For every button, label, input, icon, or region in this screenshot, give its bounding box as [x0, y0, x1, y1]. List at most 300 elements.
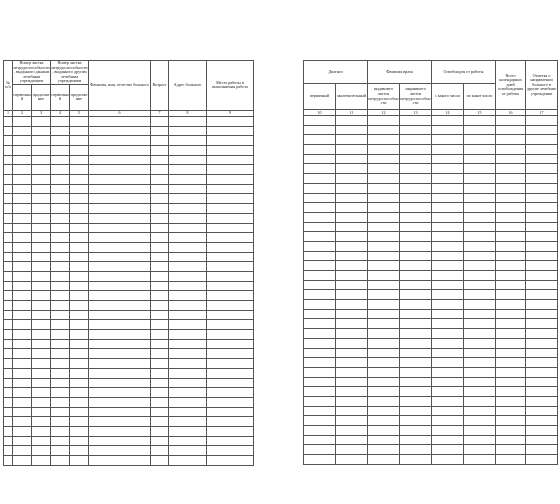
table-cell[interactable] [526, 406, 558, 416]
table-cell[interactable] [151, 262, 169, 272]
table-cell[interactable] [304, 222, 336, 232]
table-cell[interactable] [368, 309, 400, 319]
table-cell[interactable] [526, 193, 558, 203]
table-cell[interactable] [51, 233, 70, 243]
table-cell[interactable] [304, 406, 336, 416]
table-cell[interactable] [4, 213, 13, 223]
table-cell[interactable] [32, 349, 51, 359]
table-cell[interactable] [89, 116, 151, 126]
table-cell[interactable] [169, 233, 207, 243]
table-cell[interactable] [32, 175, 51, 185]
table-cell[interactable] [169, 388, 207, 398]
table-cell[interactable] [336, 358, 368, 368]
table-cell[interactable] [51, 136, 70, 146]
table-cell[interactable] [368, 338, 400, 348]
table-cell[interactable] [32, 339, 51, 349]
table-cell[interactable] [496, 396, 526, 406]
table-cell[interactable] [464, 435, 496, 445]
table-cell[interactable] [89, 165, 151, 175]
table-cell[interactable] [432, 319, 464, 329]
table-cell[interactable] [464, 445, 496, 455]
table-cell[interactable] [304, 212, 336, 222]
table-cell[interactable] [526, 290, 558, 300]
table-cell[interactable] [432, 145, 464, 155]
table-cell[interactable] [336, 125, 368, 135]
table-cell[interactable] [464, 183, 496, 193]
table-cell[interactable] [32, 436, 51, 446]
table-cell[interactable] [13, 301, 32, 311]
table-cell[interactable] [4, 204, 13, 214]
table-cell[interactable] [464, 203, 496, 213]
table-cell[interactable] [400, 164, 432, 174]
table-cell[interactable] [89, 301, 151, 311]
table-cell[interactable] [304, 367, 336, 377]
table-cell[interactable] [368, 241, 400, 251]
table-cell[interactable] [70, 223, 89, 233]
table-cell[interactable] [526, 445, 558, 455]
table-cell[interactable] [4, 136, 13, 146]
table-cell[interactable] [464, 261, 496, 271]
table-cell[interactable] [70, 436, 89, 446]
table-cell[interactable] [304, 280, 336, 290]
table-cell[interactable] [13, 146, 32, 156]
table-cell[interactable] [13, 271, 32, 281]
table-cell[interactable] [13, 330, 32, 340]
table-cell[interactable] [151, 165, 169, 175]
table-cell[interactable] [496, 300, 526, 310]
table-cell[interactable] [432, 445, 464, 455]
table-cell[interactable] [336, 271, 368, 281]
table-cell[interactable] [32, 233, 51, 243]
table-cell[interactable] [13, 378, 32, 388]
table-cell[interactable] [70, 242, 89, 252]
table-cell[interactable] [169, 368, 207, 378]
table-cell[interactable] [207, 417, 254, 427]
table-cell[interactable] [526, 338, 558, 348]
table-cell[interactable] [432, 426, 464, 436]
table-cell[interactable] [151, 436, 169, 446]
table-cell[interactable] [304, 426, 336, 436]
table-cell[interactable] [207, 213, 254, 223]
table-cell[interactable] [13, 213, 32, 223]
table-cell[interactable] [400, 309, 432, 319]
table-cell[interactable] [526, 387, 558, 397]
table-cell[interactable] [526, 455, 558, 465]
table-cell[interactable] [368, 387, 400, 397]
table-cell[interactable] [70, 252, 89, 262]
table-cell[interactable] [207, 368, 254, 378]
table-cell[interactable] [304, 145, 336, 155]
table-cell[interactable] [496, 367, 526, 377]
table-cell[interactable] [151, 330, 169, 340]
table-cell[interactable] [89, 126, 151, 136]
table-cell[interactable] [336, 387, 368, 397]
table-cell[interactable] [51, 349, 70, 359]
table-cell[interactable] [336, 222, 368, 232]
table-cell[interactable] [368, 164, 400, 174]
table-cell[interactable] [13, 446, 32, 456]
table-cell[interactable] [32, 252, 51, 262]
table-cell[interactable] [4, 349, 13, 359]
table-cell[interactable] [70, 116, 89, 126]
table-cell[interactable] [496, 232, 526, 242]
table-cell[interactable] [4, 271, 13, 281]
table-cell[interactable] [464, 174, 496, 184]
table-cell[interactable] [336, 416, 368, 426]
table-cell[interactable] [13, 310, 32, 320]
table-cell[interactable] [304, 435, 336, 445]
table-cell[interactable] [496, 358, 526, 368]
table-cell[interactable] [368, 445, 400, 455]
table-cell[interactable] [4, 165, 13, 175]
table-cell[interactable] [496, 435, 526, 445]
table-cell[interactable] [169, 223, 207, 233]
table-cell[interactable] [169, 252, 207, 262]
table-cell[interactable] [336, 212, 368, 222]
table-cell[interactable] [464, 338, 496, 348]
table-cell[interactable] [169, 175, 207, 185]
table-cell[interactable] [526, 280, 558, 290]
table-cell[interactable] [496, 145, 526, 155]
table-cell[interactable] [464, 164, 496, 174]
table-cell[interactable] [336, 309, 368, 319]
table-cell[interactable] [51, 175, 70, 185]
table-cell[interactable] [51, 213, 70, 223]
table-cell[interactable] [70, 407, 89, 417]
table-cell[interactable] [496, 426, 526, 436]
table-cell[interactable] [368, 135, 400, 145]
table-cell[interactable] [368, 329, 400, 339]
table-cell[interactable] [51, 417, 70, 427]
table-cell[interactable] [13, 281, 32, 291]
table-cell[interactable] [432, 290, 464, 300]
table-cell[interactable] [496, 222, 526, 232]
table-cell[interactable] [13, 204, 32, 214]
table-cell[interactable] [151, 426, 169, 436]
table-cell[interactable] [526, 271, 558, 281]
table-cell[interactable] [368, 367, 400, 377]
table-cell[interactable] [4, 155, 13, 165]
table-cell[interactable] [32, 407, 51, 417]
table-cell[interactable] [304, 193, 336, 203]
table-cell[interactable] [400, 203, 432, 213]
table-cell[interactable] [89, 436, 151, 446]
table-cell[interactable] [464, 145, 496, 155]
table-cell[interactable] [70, 233, 89, 243]
table-cell[interactable] [464, 212, 496, 222]
table-cell[interactable] [169, 456, 207, 466]
table-cell[interactable] [368, 426, 400, 436]
table-cell[interactable] [51, 184, 70, 194]
table-cell[interactable] [304, 309, 336, 319]
table-cell[interactable] [13, 291, 32, 301]
table-cell[interactable] [32, 271, 51, 281]
table-cell[interactable] [432, 309, 464, 319]
table-cell[interactable] [207, 204, 254, 214]
table-cell[interactable] [464, 290, 496, 300]
table-cell[interactable] [169, 436, 207, 446]
table-cell[interactable] [207, 223, 254, 233]
table-cell[interactable] [368, 203, 400, 213]
table-cell[interactable] [70, 456, 89, 466]
table-cell[interactable] [526, 319, 558, 329]
table-cell[interactable] [151, 175, 169, 185]
table-cell[interactable] [526, 358, 558, 368]
table-cell[interactable] [89, 146, 151, 156]
table-cell[interactable] [496, 212, 526, 222]
table-cell[interactable] [400, 445, 432, 455]
table-cell[interactable] [336, 241, 368, 251]
table-cell[interactable] [496, 241, 526, 251]
table-cell[interactable] [70, 126, 89, 136]
table-cell[interactable] [4, 417, 13, 427]
table-cell[interactable] [70, 184, 89, 194]
table-cell[interactable] [304, 396, 336, 406]
table-cell[interactable] [70, 271, 89, 281]
table-cell[interactable] [151, 291, 169, 301]
table-cell[interactable] [4, 310, 13, 320]
table-cell[interactable] [526, 145, 558, 155]
table-cell[interactable] [4, 116, 13, 126]
table-cell[interactable] [368, 261, 400, 271]
table-cell[interactable] [207, 349, 254, 359]
table-cell[interactable] [51, 204, 70, 214]
table-cell[interactable] [70, 136, 89, 146]
table-cell[interactable] [432, 212, 464, 222]
table-cell[interactable] [368, 145, 400, 155]
table-cell[interactable] [464, 232, 496, 242]
table-cell[interactable] [304, 154, 336, 164]
table-cell[interactable] [336, 290, 368, 300]
table-cell[interactable] [526, 154, 558, 164]
table-cell[interactable] [70, 339, 89, 349]
table-cell[interactable] [89, 252, 151, 262]
table-cell[interactable] [32, 388, 51, 398]
table-cell[interactable] [89, 456, 151, 466]
table-cell[interactable] [336, 338, 368, 348]
table-cell[interactable] [151, 359, 169, 369]
table-cell[interactable] [32, 446, 51, 456]
table-cell[interactable] [432, 164, 464, 174]
table-cell[interactable] [89, 339, 151, 349]
table-cell[interactable] [32, 136, 51, 146]
table-cell[interactable] [496, 319, 526, 329]
table-cell[interactable] [51, 426, 70, 436]
table-cell[interactable] [32, 359, 51, 369]
table-cell[interactable] [169, 242, 207, 252]
table-cell[interactable] [70, 368, 89, 378]
table-cell[interactable] [51, 165, 70, 175]
table-cell[interactable] [400, 396, 432, 406]
table-cell[interactable] [151, 184, 169, 194]
table-cell[interactable] [151, 204, 169, 214]
table-cell[interactable] [207, 426, 254, 436]
table-cell[interactable] [32, 184, 51, 194]
table-cell[interactable] [89, 388, 151, 398]
table-cell[interactable] [32, 320, 51, 330]
table-cell[interactable] [151, 155, 169, 165]
table-cell[interactable] [304, 416, 336, 426]
table-cell[interactable] [526, 116, 558, 126]
table-cell[interactable] [151, 146, 169, 156]
table-cell[interactable] [207, 446, 254, 456]
table-cell[interactable] [51, 378, 70, 388]
table-cell[interactable] [13, 456, 32, 466]
table-cell[interactable] [89, 136, 151, 146]
table-cell[interactable] [432, 271, 464, 281]
table-cell[interactable] [400, 135, 432, 145]
table-cell[interactable] [464, 416, 496, 426]
table-cell[interactable] [526, 435, 558, 445]
table-cell[interactable] [432, 154, 464, 164]
table-cell[interactable] [496, 387, 526, 397]
table-cell[interactable] [368, 193, 400, 203]
table-cell[interactable] [32, 426, 51, 436]
table-cell[interactable] [151, 233, 169, 243]
table-cell[interactable] [432, 348, 464, 358]
table-cell[interactable] [169, 194, 207, 204]
table-cell[interactable] [207, 436, 254, 446]
table-cell[interactable] [432, 416, 464, 426]
table-cell[interactable] [169, 213, 207, 223]
table-cell[interactable] [368, 212, 400, 222]
table-cell[interactable] [336, 435, 368, 445]
table-cell[interactable] [526, 261, 558, 271]
table-cell[interactable] [70, 320, 89, 330]
table-cell[interactable] [51, 155, 70, 165]
table-cell[interactable] [400, 125, 432, 135]
table-cell[interactable] [13, 252, 32, 262]
table-cell[interactable] [304, 232, 336, 242]
table-cell[interactable] [70, 155, 89, 165]
table-cell[interactable] [169, 407, 207, 417]
table-cell[interactable] [13, 184, 32, 194]
table-cell[interactable] [464, 280, 496, 290]
table-cell[interactable] [336, 203, 368, 213]
table-cell[interactable] [13, 397, 32, 407]
table-cell[interactable] [13, 426, 32, 436]
table-cell[interactable] [70, 446, 89, 456]
table-cell[interactable] [432, 367, 464, 377]
table-cell[interactable] [151, 194, 169, 204]
table-cell[interactable] [13, 320, 32, 330]
table-cell[interactable] [151, 349, 169, 359]
table-cell[interactable] [496, 193, 526, 203]
table-cell[interactable] [169, 126, 207, 136]
table-cell[interactable] [496, 261, 526, 271]
table-cell[interactable] [496, 445, 526, 455]
table-cell[interactable] [4, 233, 13, 243]
table-cell[interactable] [464, 455, 496, 465]
table-cell[interactable] [464, 251, 496, 261]
table-cell[interactable] [89, 368, 151, 378]
table-cell[interactable] [496, 329, 526, 339]
table-cell[interactable] [526, 329, 558, 339]
table-cell[interactable] [304, 251, 336, 261]
table-cell[interactable] [13, 359, 32, 369]
table-cell[interactable] [432, 387, 464, 397]
table-cell[interactable] [336, 193, 368, 203]
table-cell[interactable] [32, 165, 51, 175]
table-cell[interactable] [526, 416, 558, 426]
table-cell[interactable] [151, 271, 169, 281]
table-cell[interactable] [336, 183, 368, 193]
table-cell[interactable] [169, 446, 207, 456]
table-cell[interactable] [432, 300, 464, 310]
table-cell[interactable] [169, 165, 207, 175]
table-cell[interactable] [336, 426, 368, 436]
table-cell[interactable] [32, 194, 51, 204]
table-cell[interactable] [32, 330, 51, 340]
table-cell[interactable] [51, 330, 70, 340]
table-cell[interactable] [526, 232, 558, 242]
table-cell[interactable] [151, 417, 169, 427]
table-cell[interactable] [496, 416, 526, 426]
table-cell[interactable] [336, 135, 368, 145]
table-cell[interactable] [151, 242, 169, 252]
table-cell[interactable] [336, 396, 368, 406]
table-cell[interactable] [464, 367, 496, 377]
table-cell[interactable] [4, 339, 13, 349]
table-cell[interactable] [432, 174, 464, 184]
table-cell[interactable] [169, 426, 207, 436]
table-cell[interactable] [336, 154, 368, 164]
table-cell[interactable] [89, 242, 151, 252]
table-cell[interactable] [89, 446, 151, 456]
table-cell[interactable] [432, 241, 464, 251]
table-cell[interactable] [368, 271, 400, 281]
table-cell[interactable] [496, 183, 526, 193]
table-cell[interactable] [496, 135, 526, 145]
table-cell[interactable] [89, 213, 151, 223]
table-cell[interactable] [4, 368, 13, 378]
table-cell[interactable] [368, 125, 400, 135]
table-cell[interactable] [51, 223, 70, 233]
table-cell[interactable] [89, 426, 151, 436]
table-cell[interactable] [151, 310, 169, 320]
table-cell[interactable] [464, 241, 496, 251]
table-cell[interactable] [207, 271, 254, 281]
table-cell[interactable] [169, 136, 207, 146]
table-cell[interactable] [368, 358, 400, 368]
table-cell[interactable] [304, 329, 336, 339]
table-cell[interactable] [70, 330, 89, 340]
table-cell[interactable] [464, 135, 496, 145]
table-cell[interactable] [151, 407, 169, 417]
table-cell[interactable] [169, 155, 207, 165]
table-cell[interactable] [32, 262, 51, 272]
table-cell[interactable] [336, 232, 368, 242]
table-cell[interactable] [70, 146, 89, 156]
table-cell[interactable] [464, 319, 496, 329]
table-cell[interactable] [13, 339, 32, 349]
table-cell[interactable] [496, 290, 526, 300]
table-cell[interactable] [400, 329, 432, 339]
table-cell[interactable] [32, 456, 51, 466]
table-cell[interactable] [151, 339, 169, 349]
table-cell[interactable] [4, 252, 13, 262]
table-cell[interactable] [89, 175, 151, 185]
table-cell[interactable] [526, 125, 558, 135]
table-cell[interactable] [89, 320, 151, 330]
table-cell[interactable] [4, 436, 13, 446]
table-cell[interactable] [4, 301, 13, 311]
table-cell[interactable] [13, 436, 32, 446]
table-cell[interactable] [464, 387, 496, 397]
table-cell[interactable] [207, 184, 254, 194]
table-cell[interactable] [400, 280, 432, 290]
table-cell[interactable] [496, 309, 526, 319]
